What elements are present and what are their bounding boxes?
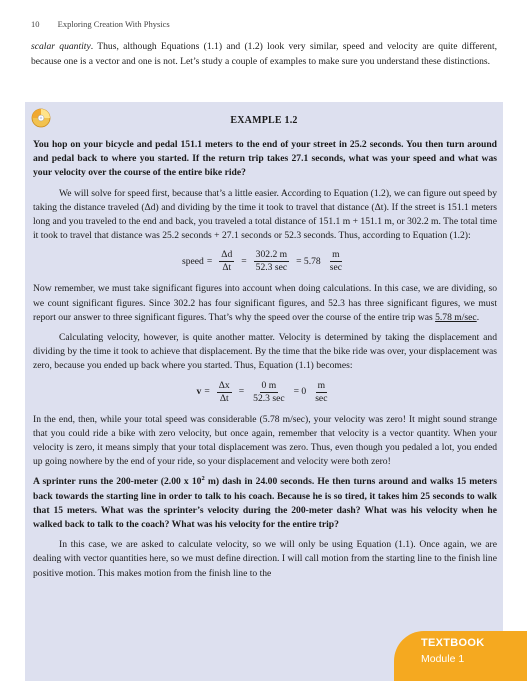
problem-2-exponent: 2 [201, 475, 205, 483]
eq1-result: = 5.78 [296, 255, 321, 267]
eq2-equals: = [204, 386, 210, 398]
intro-paragraph [31, 40, 497, 69]
eq1-unit-num: m [332, 249, 340, 261]
eq2-result: = 0 [293, 386, 307, 398]
sig-figs-text: Now remember, we must take significant figures into account when doing calculations. In this case, we are dividing, so we count significant figures. Since 302.2 has four significant figures, and 52.3 has three significant figures, we must report our answer to three significant figures. That’s why the speed over the course of the entire trip was [33, 283, 497, 323]
sprinter-solution: In this case, we are asked to calculate velocity, so we will only be using Equation (1.1). Once again, we are dealing with vector quantities here, so we must define direction. I will call motion from the starting line to the finish line positive motion. This makes motion from the finish line to the [33, 539, 497, 579]
eq2-fraction-2 [251, 380, 286, 405]
problem-1: You hop on your bicycle and pedal 151.1 meters to the end of your street in 25.2 seconds. You then turn around and pedal back to where you started. If the return trip takes 27.1 seconds, what was your speed and what was your velocity over the course of the entire bike ride? [33, 139, 497, 179]
page-header [31, 19, 170, 29]
eq1-fraction-2 [254, 249, 289, 274]
eq1-fraction-1 [219, 249, 234, 274]
example-title: EXAMPLE 1.2 [230, 115, 298, 126]
eq1-unit-den: sec [329, 262, 342, 274]
velocity-explanation: Calculating velocity, however, is quite another matter. Velocity is determined by taking the displacement and dividing by the time it took to achieve that displacement. By the time that the bike ride was over, your displacement was zero, because you ended up back where you started. Thus, Equation (1.1) becomes: [33, 332, 497, 372]
eq2-lhs: v [196, 386, 202, 398]
eq1-frac2-num: 302.2 m [255, 249, 288, 261]
eq2-fraction-1 [217, 380, 232, 405]
problem-2 [33, 475, 497, 532]
scalar-term: scalar quantity [31, 41, 91, 52]
eq2-frac1-den: Δt [219, 392, 229, 404]
eq2-unit-den: sec [315, 392, 328, 404]
eq1-lhs: speed [182, 255, 204, 267]
eq1-frac2-den: 52.3 sec [255, 262, 288, 274]
intro-text: . Thus, although Equations (1.1) and (1.2) look very similar, speed and velocity are quite different, because one is a vector and one is not. Let’s study a couple of examples to make sure you understand these distinctions. [31, 41, 498, 67]
sig-figs-end: . [476, 311, 480, 323]
badge-title: TEXTBOOK [421, 637, 485, 649]
eq2-frac2-den: 52.3 sec [253, 392, 285, 404]
eq2-frac1-num: Δx [218, 379, 230, 391]
page-number: 10 [31, 19, 40, 29]
eq1-frac1-num: Δd [221, 249, 233, 261]
eq2-frac2-num: 0 m [261, 379, 277, 391]
velocity-equation [33, 380, 497, 405]
example-box [25, 102, 503, 681]
speed-equation [33, 249, 497, 274]
problem-2-text-b: m) dash in 24.00 seconds. He then turns around and walks 15 meters back towards the starting line in order to talk to his coach. Because he is so tired, it takes him 25 seconds to walk that 15 meters. What was the sprinter’s velocity during the 200-meter dash? What was his velocity when he walked back to talk to the coach? What was his velocity for the entire trip? [33, 476, 497, 531]
speed-explanation: We will solve for speed first, because that’s a little easier. According to Equation (1.2), we can figure out speed by taking the distance traveled (Δd) and dividing by the time it took to travel that distance (Δt). If the street is 151.1 meters long and you traveled to the end and back, you traveled a total distance of 151.1 m + 151.1 m, or 302.2 m. The total time it took to travel that distance was 25.2 seconds + 27.1 seconds or 52.3 seconds. Thus, according to Equation (1.2): [33, 187, 497, 242]
textbook-badge [394, 631, 527, 681]
badge-module: Module 1 [421, 653, 465, 665]
speed-answer: 5.78 m/sec [435, 311, 477, 323]
eq2-unit [313, 380, 329, 405]
book-title: Exploring Creation With Physics [57, 19, 170, 29]
eq1-unit [328, 249, 344, 274]
eq1-equals: = [206, 255, 213, 267]
eq2-equals-2: = [238, 386, 245, 398]
eq1-equals-2: = [241, 255, 247, 267]
eq1-frac1-den: Δt [222, 262, 232, 274]
problem-2-text-a: A sprinter runs the 200-meter (2.00 x 10 [33, 476, 202, 488]
sig-figs-paragraph [33, 282, 497, 325]
conclusion-paragraph: In the end, then, while your total speed was considerable (5.78 m/sec), your velocity was zero! It might sound strange that you could ride a bike with zero velocity, but once again, remember that velocity is a vector quantity. When your velocity is zero, it means simply that your total displacement was zero. Thus, even though you pedaled a lot, you ended up going nowhere by the end of your ride, so your displacement and velocity were both zero! [33, 413, 497, 468]
eq2-unit-num: m [317, 379, 326, 391]
example-body [33, 138, 497, 587]
